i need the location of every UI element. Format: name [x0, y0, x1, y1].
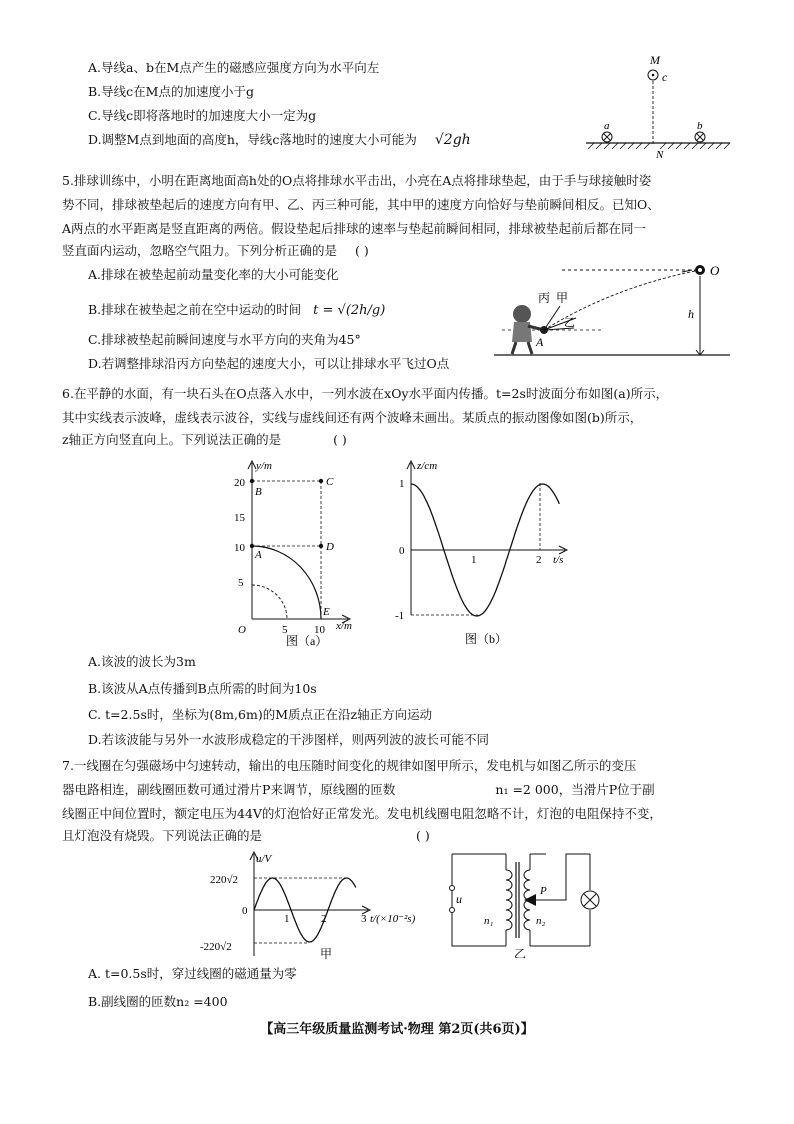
- q7j-ytick-top: 220√2: [210, 874, 239, 886]
- q5-option-a: A.排球在被垫起前动量变化率的大小可能变化: [88, 267, 339, 282]
- q6b-xtick-1: 1: [471, 554, 477, 566]
- q6b-ytick-1: 1: [399, 478, 405, 490]
- q4-option-c: C.导线c即将落地时的加速度大小一定为g: [88, 108, 317, 123]
- q7y-label-n2: n₂: [536, 915, 546, 927]
- q7-option-b: B.副线圈的匝数n₂ =400: [88, 994, 228, 1009]
- q5-option-b-text: B.排球在被垫起之前在空中运动的时间: [88, 302, 302, 317]
- q6a-origin: O: [238, 624, 246, 636]
- q7j-xlabel: t/(×10⁻²s): [370, 913, 416, 925]
- q5-fig-label-yi: 乙: [564, 317, 575, 329]
- q6a-ytick-20: 20: [234, 477, 245, 489]
- q6b-xtick-2: 2: [536, 554, 542, 566]
- q6-option-a: A.该波的波长为3m: [88, 654, 196, 669]
- q7-figure-yi: [440, 848, 640, 958]
- q5-option-d: D.若调整排球沿丙方向垫起的速度大小，可以让排球水平飞过O点: [88, 356, 450, 371]
- q6a-label-d: D: [326, 541, 334, 553]
- q7j-xtick-3: 3: [361, 913, 367, 925]
- q6-option-b: B.该波从A点传播到B点所需的时间为10s: [88, 681, 317, 696]
- q4-fig-label-c: c: [662, 70, 668, 84]
- q4-figure: [580, 50, 740, 162]
- q4-fig-wire-b-cross: [697, 134, 704, 141]
- q4-fig-label-a: a: [604, 120, 610, 132]
- q7-stem-2b: n₁ =2 000，当滑片P位于副: [495, 782, 655, 797]
- q6a-point-c: [319, 479, 323, 483]
- q6a-wave-crest: [252, 546, 321, 619]
- q6a-point-a: [250, 544, 254, 548]
- q6a-ytick-15: 15: [234, 512, 245, 524]
- q6a-ytick-10: 10: [234, 542, 245, 554]
- q6-stem-line-2: 其中实线表示波峰，虚线表示波谷，实线与虚线间还有两个波峰未画出。某质点的振动图像如图(b)所示，: [62, 410, 643, 425]
- q6a-xtick-5: 5: [282, 624, 288, 636]
- q4-option-b: B.导线c在M点的加速度小于g: [88, 84, 254, 99]
- q4-option-d-text: D.调整M点到地面的高度h，导线c落地时的速度大小可能为: [88, 132, 417, 147]
- q6b-ylabel: z/cm: [417, 460, 438, 472]
- q6-option-c: C. t=2.5s时，坐标为(8m,6m)的M质点正在沿z轴正方向运动: [88, 707, 433, 722]
- q6a-wave-trough: [252, 585, 287, 619]
- q6a-label-e: E: [323, 606, 330, 618]
- q6-answer-paren: ( ): [333, 432, 347, 447]
- q7j-xtick-2: 2: [321, 913, 327, 925]
- q5-stem-line-4: [62, 242, 369, 260]
- q7y-label-n1: n₁: [484, 915, 494, 927]
- q7-stem-2a: 器电路相连，副线圈匝数可通过滑片P来调节，原线圈的匝数: [62, 782, 396, 797]
- q6b-ytick-0: 0: [399, 545, 405, 557]
- q7y-slider-p-icon: [524, 894, 536, 906]
- q7y-primary-coil: [506, 870, 512, 930]
- q5-fig-dir-bing: [544, 306, 560, 330]
- q5-option-b-formula: t = √(2h/g): [313, 303, 386, 318]
- q7-stem-text: 且灯泡没有烧毁。下列说法正确的是: [62, 828, 263, 843]
- q6a-label-c: C: [326, 476, 334, 488]
- q5-figure: [492, 258, 732, 366]
- q7-figure-jia: [198, 850, 423, 962]
- q6-figure-a: [228, 455, 368, 650]
- q4-fig-label-b: b: [697, 120, 703, 132]
- q5-stem-line-1: 5.排球训练中，小明在距离地面高h处的O点将排球水平击出，小亮在A点将排球垫起，由于手与球接触时姿: [62, 173, 652, 188]
- q4-fig-wire-c-dot: [652, 74, 655, 77]
- q7j-ylabel: u/V: [256, 853, 272, 865]
- q6-stem-line-1: 6.在平静的水面，有一块石头在O点落入水中，一列水波在xOy水平面内传播。t=2s时波面分布如图(a)所示，: [62, 386, 669, 401]
- q7y-terminal-top: [450, 886, 455, 891]
- q5-fig-label-bing: 丙: [538, 291, 551, 305]
- q6-option-d: D.若该波能与另外一水波形成稳定的干涉图样，则两列波的波长可能不同: [88, 732, 490, 747]
- q5-fig-label-jia: 甲: [556, 291, 569, 305]
- q7-answer-paren: ( ): [416, 828, 430, 843]
- q6a-ytick-5: 5: [238, 577, 244, 589]
- q6a-label-b: B: [255, 486, 262, 498]
- q5-stem-line-2: 势不同，排球被垫起后的速度方向有甲、乙、丙三种可能，其中甲的速度方向恰好与垫前瞬间相反。已知O、: [62, 197, 660, 212]
- q4-fig-wire-a-cross: [604, 134, 611, 141]
- q7y-label-u: u: [456, 892, 462, 906]
- q5-fig-label-h: h: [688, 307, 694, 321]
- q7-stem-line-3: 线圈正中间位置时，额定电压为44V的灯泡恰好正常发光。发电机线圈电阻忽略不计，灯泡的电阻保持不变，: [62, 806, 662, 821]
- q6a-caption: 图（a）: [286, 634, 328, 648]
- q5-option-b: [88, 301, 385, 320]
- q5-option-c: C.排球被垫起前瞬间速度与水平方向的夹角为45°: [88, 332, 361, 347]
- q4-fig-label-m: M: [650, 53, 660, 67]
- q7j-caption: 甲: [320, 947, 333, 961]
- q5-fig-ball-o-center: [698, 268, 702, 272]
- q6-stem-text: z轴正方向竖直向上。下列说法正确的是: [62, 432, 282, 447]
- q4-option-d: [88, 131, 471, 149]
- page-footer: 【高三年级质量监测考试·物理 第2页(共6页)】: [260, 1022, 534, 1037]
- q5-stem-line-3: A两点的水平距离是竖直距离的两倍。假设垫起后排球的速率与垫起前瞬间相同，排球被垫起前后都在同一: [62, 221, 647, 236]
- q6b-caption: 图（b）: [465, 632, 508, 646]
- q6a-xtick-10: 10: [314, 624, 325, 636]
- q5-stem-text: 竖直面内运动，忽略空气阻力。下列分析正确的是: [62, 243, 338, 258]
- q7j-ytick-zero: 0: [242, 905, 248, 917]
- q4-option-a: A.导线a、b在M点产生的磁感应强度方向为水平向左: [88, 60, 380, 75]
- q7-stem-line-2: [62, 781, 655, 799]
- q7-option-a: A. t=0.5s时，穿过线圈的磁通量为零: [88, 966, 297, 981]
- q6a-label-a: A: [255, 549, 262, 561]
- q7-stem-line-1: 7.一线圈在匀强磁场中匀速转动，输出的电压随时间变化的规律如图甲所示，发电机与如图乙所示的变压: [62, 758, 637, 773]
- q6a-xlabel: x/m: [336, 620, 352, 632]
- q7y-caption: 乙: [514, 947, 527, 958]
- q7j-xtick-1: 1: [284, 913, 290, 925]
- q4-fig-label-n: N: [656, 149, 664, 161]
- q6a-point-d: [319, 544, 323, 548]
- q5-fig-label-o: O: [710, 263, 720, 278]
- q5-answer-paren: ( ): [355, 243, 369, 258]
- q6a-point-b: [250, 479, 254, 483]
- q6a-ylabel: y/m: [256, 460, 272, 472]
- q6b-ytick-neg1: -1: [395, 610, 405, 622]
- q6-figure-b: [395, 455, 580, 650]
- q6b-xlabel: t/s: [553, 554, 564, 566]
- q7y-label-p: P: [540, 885, 547, 897]
- q5-fig-label-a: A: [536, 335, 544, 349]
- q4-option-d-formula: √2gh: [434, 132, 471, 148]
- q7-stem-line-4: [62, 827, 430, 845]
- q7j-ytick-bottom: -220√2: [200, 941, 232, 953]
- q6-stem-line-3: [62, 431, 347, 449]
- q7y-terminal-bottom: [450, 908, 455, 913]
